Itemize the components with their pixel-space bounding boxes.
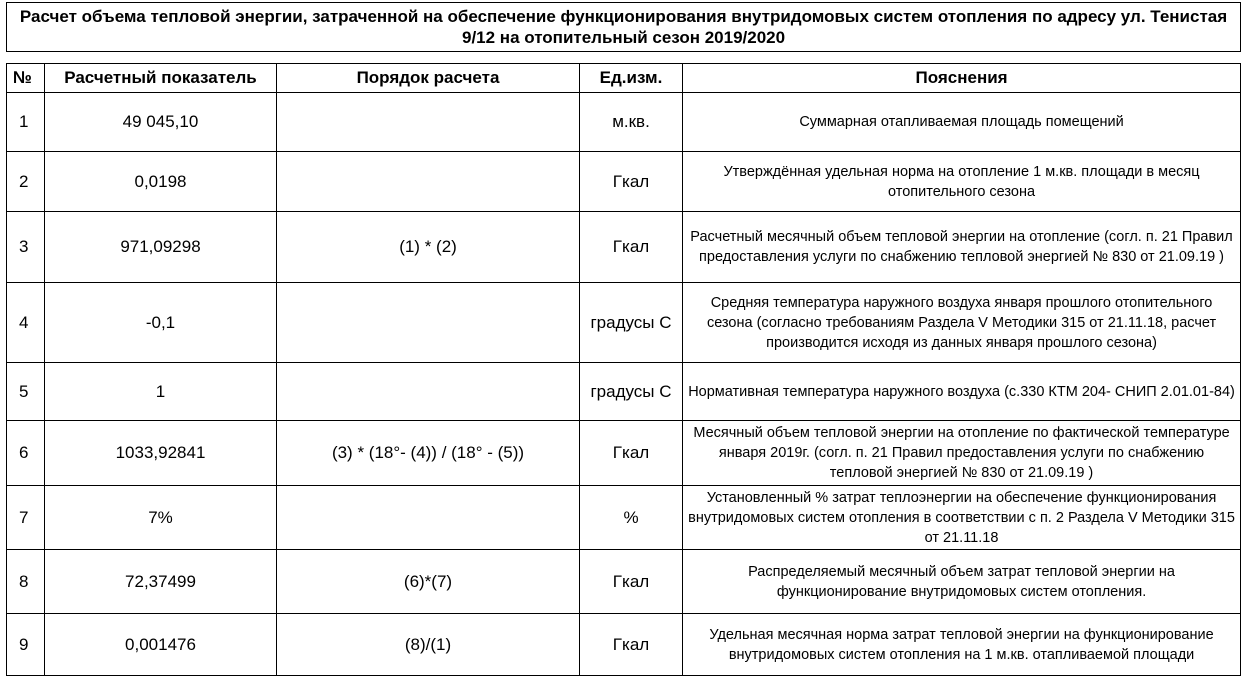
row-num: 4 [7, 283, 45, 363]
row-unit: Гкал [580, 614, 683, 676]
row-num: 9 [7, 614, 45, 676]
row-value: 1 [45, 363, 277, 421]
row-unit: Гкал [580, 152, 683, 212]
header-note: Пояснения [683, 64, 1241, 93]
row-value: 7% [45, 486, 277, 550]
row-unit: Гкал [580, 550, 683, 614]
row-num: 2 [7, 152, 45, 212]
table-row [7, 550, 1241, 614]
header-unit: Ед.изм. [580, 64, 683, 93]
row-note: Удельная месячная норма затрат тепловой энергии на функционирование внутридомовых систем отопления на 1 м.кв. отапливаемой площади [683, 614, 1241, 676]
row-unit: Гкал [580, 212, 683, 283]
header-calc: Порядок расчета [277, 64, 580, 93]
row-calc: (6)*(7) [277, 550, 580, 614]
row-value: 1033,92841 [45, 421, 277, 486]
table-row [7, 421, 1241, 486]
row-num: 7 [7, 486, 45, 550]
row-note: Нормативная температура наружного воздуха (с.330 КТМ 204- СНИП 2.01.01-84) [683, 363, 1241, 421]
row-note: Средняя температура наружного воздуха января прошлого отопительного сезона (согласно требованиям Раздела V Методики 315 от 21.11.18, расчет производится исходя из данных января прошлого сезона) [683, 283, 1241, 363]
row-value: -0,1 [45, 283, 277, 363]
row-unit: м.кв. [580, 93, 683, 152]
row-value: 0,0198 [45, 152, 277, 212]
row-note: Расчетный месячный объем тепловой энергии на отопление (согл. п. 21 Правил предоставления услуги по снабжению тепловой энергией № 830 от 21.09.19 ) [683, 212, 1241, 283]
row-num: 5 [7, 363, 45, 421]
table-row [7, 93, 1241, 152]
row-value: 49 045,10 [45, 93, 277, 152]
row-num: 3 [7, 212, 45, 283]
row-value: 72,37499 [45, 550, 277, 614]
row-note: Суммарная отапливаемая площадь помещений [683, 93, 1241, 152]
row-num: 8 [7, 550, 45, 614]
row-unit: градусы С [580, 363, 683, 421]
row-note: Установленный % затрат теплоэнергии на обеспечение функционирования внутридомовых систем отопления в соответствии с п. 2 Раздела V Методики 315 от 21.11.18 [683, 486, 1241, 550]
table-row [7, 486, 1241, 550]
row-unit: Гкал [580, 421, 683, 486]
row-note: Утверждённая удельная норма на отопление 1 м.кв. площади в месяц отопительного сезона [683, 152, 1241, 212]
title-row [7, 3, 1241, 52]
row-value: 971,09298 [45, 212, 277, 283]
row-note: Распределяемый месячный объем затрат тепловой энергии на функционирование внутридомовых систем отопления. [683, 550, 1241, 614]
row-unit: градусы С [580, 283, 683, 363]
row-calc [277, 152, 580, 212]
row-unit: % [580, 486, 683, 550]
row-calc [277, 363, 580, 421]
table-row [7, 212, 1241, 283]
row-calc: (8)/(1) [277, 614, 580, 676]
row-note: Месячный объем тепловой энергии на отопление по фактической температуре января 2019г. (согл. п. 21 Правил предоставления услуги по снабжению тепловой энергией № 830 от 21.09.19 ) [683, 421, 1241, 486]
row-calc [277, 486, 580, 550]
header-row [7, 64, 1241, 93]
row-num: 6 [7, 421, 45, 486]
row-value: 0,001476 [45, 614, 277, 676]
spacer-row [7, 52, 1241, 64]
header-num: № [7, 64, 45, 93]
heat-energy-table [6, 2, 1241, 676]
table-row [7, 152, 1241, 212]
table-title: Расчет объема тепловой энергии, затраченной на обеспечение функционирования внутридомовых систем отопления по адресу ул. Тенистая 9/12 на отопительный сезон 2019/2020 [7, 3, 1241, 52]
table-row [7, 363, 1241, 421]
row-calc [277, 93, 580, 152]
table-row [7, 614, 1241, 676]
row-calc [277, 283, 580, 363]
row-calc: (3) * (18°- (4)) / (18° - (5)) [277, 421, 580, 486]
row-calc: (1) * (2) [277, 212, 580, 283]
header-indicator: Расчетный показатель [45, 64, 277, 93]
table-row [7, 283, 1241, 363]
row-num: 1 [7, 93, 45, 152]
